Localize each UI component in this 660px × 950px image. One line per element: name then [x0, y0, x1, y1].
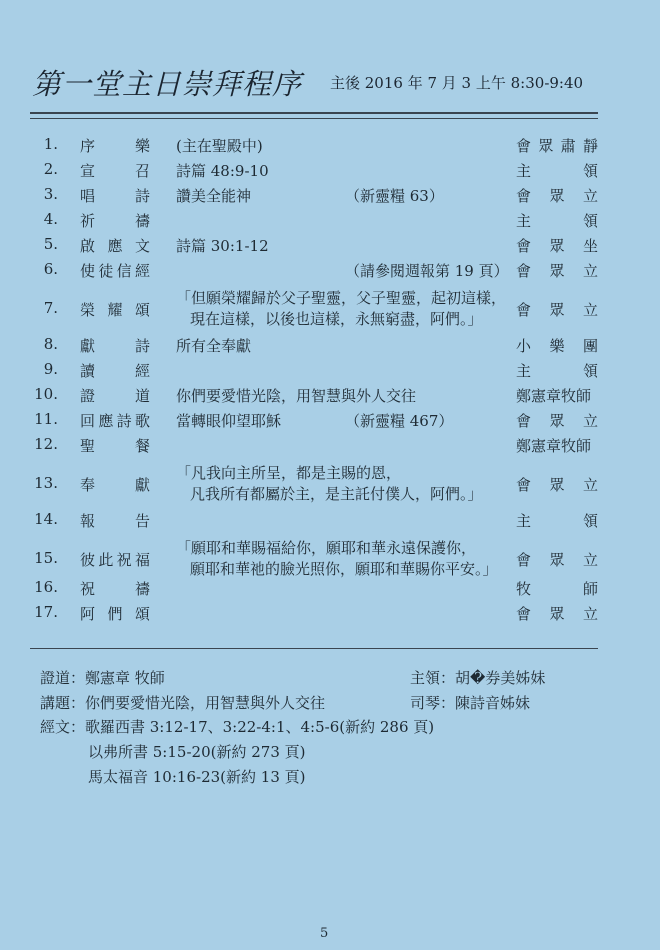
- item-content-line2: 凡我所有都屬於主，是主託付僕人，阿們。」: [190, 485, 483, 503]
- item-responsible: 會 眾 立: [516, 551, 598, 569]
- item-number: 16.: [34, 578, 58, 596]
- scripture-reading-3: 馬太福音 10:16-23(新約 13 頁): [88, 768, 306, 786]
- item-number: 9.: [43, 360, 58, 378]
- item-name: 證 道: [80, 387, 150, 405]
- item-responsible: 會 眾 立: [516, 605, 598, 623]
- item-number: 3.: [43, 185, 58, 203]
- item-content-line1: 「但願榮耀歸於父子聖靈，父子聖靈，起初這樣，: [176, 289, 507, 307]
- item-responsible: 小 樂 團: [516, 337, 598, 355]
- item-name: 祝 禱: [80, 580, 150, 598]
- item-number: 6.: [43, 260, 58, 278]
- scripture-reading-1: 經文：歌羅西書 3:12-17、3:22-4:1、4:5-6(新約 286 頁): [40, 718, 435, 736]
- sermon-topic: 講題：你們要愛惜光陰，用智慧與外人交往: [40, 694, 326, 712]
- header-divider: [30, 112, 598, 119]
- page-number: 5: [320, 926, 329, 941]
- item-responsible: 主 領: [516, 162, 598, 180]
- item-number: 15.: [34, 549, 58, 567]
- item-name: 使 徒 信 經: [80, 262, 150, 280]
- item-name: 奉 獻: [80, 476, 150, 494]
- item-number: 12.: [34, 435, 58, 453]
- item-responsible: 會 眾 立: [516, 262, 598, 280]
- item-name: 回 應 詩 歌: [80, 412, 150, 430]
- item-content: [176, 135, 263, 156]
- item-content-line1: 所有全奉獻: [176, 337, 252, 355]
- item-name: 讀 經: [80, 362, 150, 380]
- item-responsible: 會 眾 坐: [516, 237, 598, 255]
- item-content: [176, 537, 498, 579]
- item-content-line1: (主在聖殿中): [176, 137, 263, 155]
- item-responsible: 會 眾 立: [516, 476, 598, 494]
- item-responsible: 會 眾 肅 靜: [516, 137, 598, 155]
- item-content-line2: 現在這樣，以後也這樣，永無窮盡，阿們。」: [190, 310, 483, 328]
- item-name: 唱 詩: [80, 187, 150, 205]
- item-content-line1: 你們要愛惜光陰，用智慧與外人交往: [176, 387, 417, 405]
- item-number: 8.: [43, 335, 58, 353]
- item-content: [176, 160, 269, 181]
- item-content-line1: 讚美全能神: [176, 187, 252, 205]
- item-name: 聖 餐: [80, 437, 150, 455]
- item-number: 5.: [43, 235, 58, 253]
- item-content-line1: 「凡我向主所呈，都是主賜的恩，: [176, 464, 402, 482]
- item-content: [176, 462, 483, 504]
- item-content-line1: 詩篇 48:9-10: [176, 162, 269, 180]
- item-content-line1: 當轉眼仰望耶穌: [176, 412, 282, 430]
- item-number: 2.: [43, 160, 58, 178]
- item-responsible: 牧 師: [516, 580, 598, 598]
- item-content-line1: 「願耶和華賜福給你，願耶和華永遠保護你，: [176, 539, 477, 557]
- item-number: 11.: [34, 410, 58, 428]
- item-content: [176, 235, 269, 256]
- item-content-line2: 願耶和華祂的臉光照你，願耶和華賜你平安。」: [190, 560, 498, 578]
- item-responsible: 鄭憲章牧師: [516, 437, 592, 455]
- item-responsible: 會 眾 立: [516, 412, 598, 430]
- sermon-speaker: 證道：鄭憲章 牧師: [40, 669, 165, 687]
- item-responsible: 鄭憲章牧師: [516, 387, 592, 405]
- item-number: 7.: [43, 299, 58, 317]
- item-number: 10.: [34, 385, 58, 403]
- item-name: 報 告: [80, 512, 150, 530]
- item-number: 4.: [43, 210, 58, 228]
- item-name: 序 樂: [80, 137, 150, 155]
- item-content: [176, 287, 506, 329]
- item-note: （請參閱週報第 19 頁）: [345, 262, 509, 280]
- item-responsible: 主 領: [516, 212, 598, 230]
- item-note: （新靈糧 467）: [345, 412, 454, 430]
- item-name: 宣 召: [80, 162, 150, 180]
- item-name: 阿 們 頌: [80, 605, 150, 623]
- item-responsible: 會 眾 立: [516, 187, 598, 205]
- item-name: 彼 此 祝 福: [80, 551, 150, 569]
- item-content: [176, 385, 416, 406]
- item-note: （新靈糧 63）: [345, 187, 444, 205]
- item-content: [176, 335, 251, 356]
- item-number: 1.: [43, 135, 58, 153]
- item-name: 獻 詩: [80, 337, 150, 355]
- item-name: 啟 應 文: [80, 237, 150, 255]
- pianist: 司琴：陳詩音姊妹: [410, 694, 531, 712]
- item-responsible: 主 領: [516, 362, 598, 380]
- item-name: 祈 禱: [80, 212, 150, 230]
- item-name: 榮 耀 頌: [80, 301, 150, 319]
- item-responsible: 會 眾 立: [516, 301, 598, 319]
- item-number: 13.: [34, 474, 58, 492]
- scripture-reading-2: 以弗所書 5:15-20(新約 273 頁): [88, 743, 306, 761]
- footer-divider: [30, 648, 598, 649]
- item-responsible: 主 領: [516, 512, 598, 530]
- service-date: 主後 2016 年 7 月 3 上午 8:30-9:40: [330, 74, 584, 92]
- page-title: 第一堂主日崇拜程序: [32, 67, 303, 101]
- item-content-line1: 詩篇 30:1-12: [176, 237, 269, 255]
- item-content: [176, 410, 281, 431]
- service-leader: 主領：胡�券美姊妹: [410, 669, 546, 687]
- item-content: [176, 185, 251, 206]
- item-number: 14.: [34, 510, 58, 528]
- item-number: 17.: [34, 603, 58, 621]
